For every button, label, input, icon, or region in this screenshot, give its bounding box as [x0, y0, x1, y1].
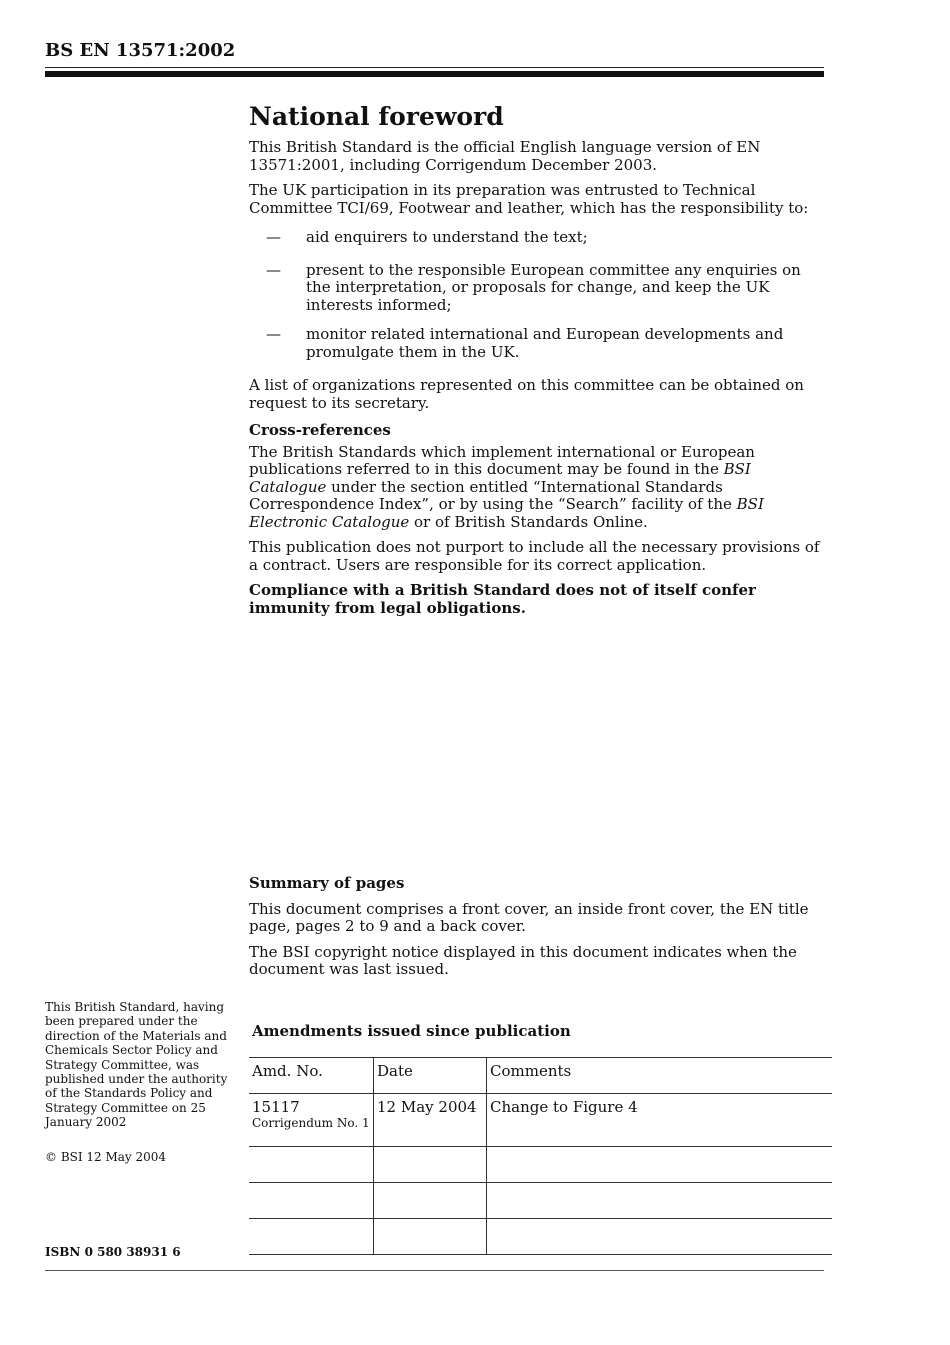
amd-no-cell [249, 1094, 374, 1147]
approval-sidebar [45, 1000, 230, 1184]
bsi-catalogue-title: BSI Catalogue [249, 460, 751, 496]
list-item [249, 229, 829, 247]
table-row [249, 1147, 832, 1183]
crossref-text-1: The British Standards which implement international or European publications referred to in this document may be found in the [249, 442, 755, 478]
amd-no: 15117 [252, 1098, 300, 1116]
copyright-notice: © BSI 12 May 2004 [45, 1149, 167, 1164]
header-rule-thick [45, 71, 824, 77]
foreword-section [249, 102, 829, 625]
dash-marker: — [266, 260, 281, 279]
footer-rule [45, 1270, 824, 1271]
summary-paragraph-2: The BSI copyright notice displayed in this document indicates when the document was last issued. [249, 942, 797, 978]
amendments-table [249, 1057, 832, 1255]
dash-marker: — [266, 325, 281, 343]
crossref-paragraph [249, 444, 829, 532]
column-header: Date [374, 1058, 487, 1094]
amd-note: Corrigendum No. 1 [252, 1116, 370, 1130]
comments-cell: Change to Figure 4 [487, 1094, 833, 1147]
empty-cell [487, 1183, 833, 1219]
isbn: ISBN 0 580 38931 6 [45, 1245, 181, 1259]
table-row [249, 1219, 832, 1255]
summary-section [249, 875, 829, 987]
provisions-paragraph: This publication does not purport to include all the necessary provisions of a contract. Users are responsible for its correct application. [249, 538, 820, 574]
empty-cell [487, 1147, 833, 1183]
empty-cell [249, 1219, 374, 1255]
foreword-paragraph-1: This British Standard is the official English language version of EN 13571:2001, including Corrigendum December 2003. [249, 138, 761, 174]
dash-marker: — [266, 228, 281, 246]
table-row [249, 1094, 832, 1147]
empty-cell [374, 1219, 487, 1255]
table-header-row [249, 1058, 832, 1094]
list-item [249, 326, 829, 361]
empty-cell [249, 1183, 374, 1219]
date-cell: 12 May 2004 [374, 1094, 487, 1147]
crossref-heading: Cross-references [249, 421, 391, 439]
column-header: Amd. No. [252, 1062, 323, 1080]
amendments-title: Amendments issued since publication [252, 1022, 571, 1040]
list-item-text: aid enquirers to understand the text; [306, 228, 588, 246]
bsi-electronic-catalogue-title: BSI Electronic Catalogue [249, 495, 764, 531]
list-item-text: present to the responsible European committee any enquiries on the interpretation, or proposals for change, and keep the UK interests informed; [306, 260, 801, 314]
committee-paragraph: A list of organizations represented on this committee can be obtained on request to its secretary. [249, 376, 804, 412]
summary-heading: Summary of pages [249, 874, 405, 892]
empty-cell [249, 1147, 374, 1183]
crossref-text-3: or of British Standards Online. [409, 512, 648, 531]
compliance-statement: Compliance with a British Standard does not of itself confer immunity from legal obligations. [249, 581, 756, 617]
empty-cell [374, 1147, 487, 1183]
header-rule-thin [45, 67, 824, 68]
foreword-paragraph-2: The UK participation in its preparation was entrusted to Technical Committee TCI/69, Footwear and leather, which has the responsibility to: [249, 181, 809, 217]
empty-cell [374, 1183, 487, 1219]
document-id: BS EN 13571:2002 [45, 40, 236, 61]
table-row [249, 1183, 832, 1219]
column-header: Comments [487, 1058, 833, 1094]
crossref-text-2: under the section entitled “International Standards Correspondence Index”, or by using the “Search” facility of the [249, 477, 737, 513]
list-item-text: monitor related international and European developments and promulgate them in the UK. [306, 325, 784, 361]
approval-note: This British Standard, having been prepared under the direction of the Materials and Chemicals Sector Policy and Strategy Committee, was published under the authority of the Standards Policy and Strategy Committee on 25 January 2002 [45, 1000, 228, 1130]
summary-paragraph-1: This document comprises a front cover, an inside front cover, the EN title page, pages 2 to 9 and a back cover. [249, 899, 809, 935]
list-item [249, 262, 829, 315]
responsibility-list [249, 229, 829, 361]
empty-cell [487, 1219, 833, 1255]
page-title: National foreword [249, 102, 504, 131]
